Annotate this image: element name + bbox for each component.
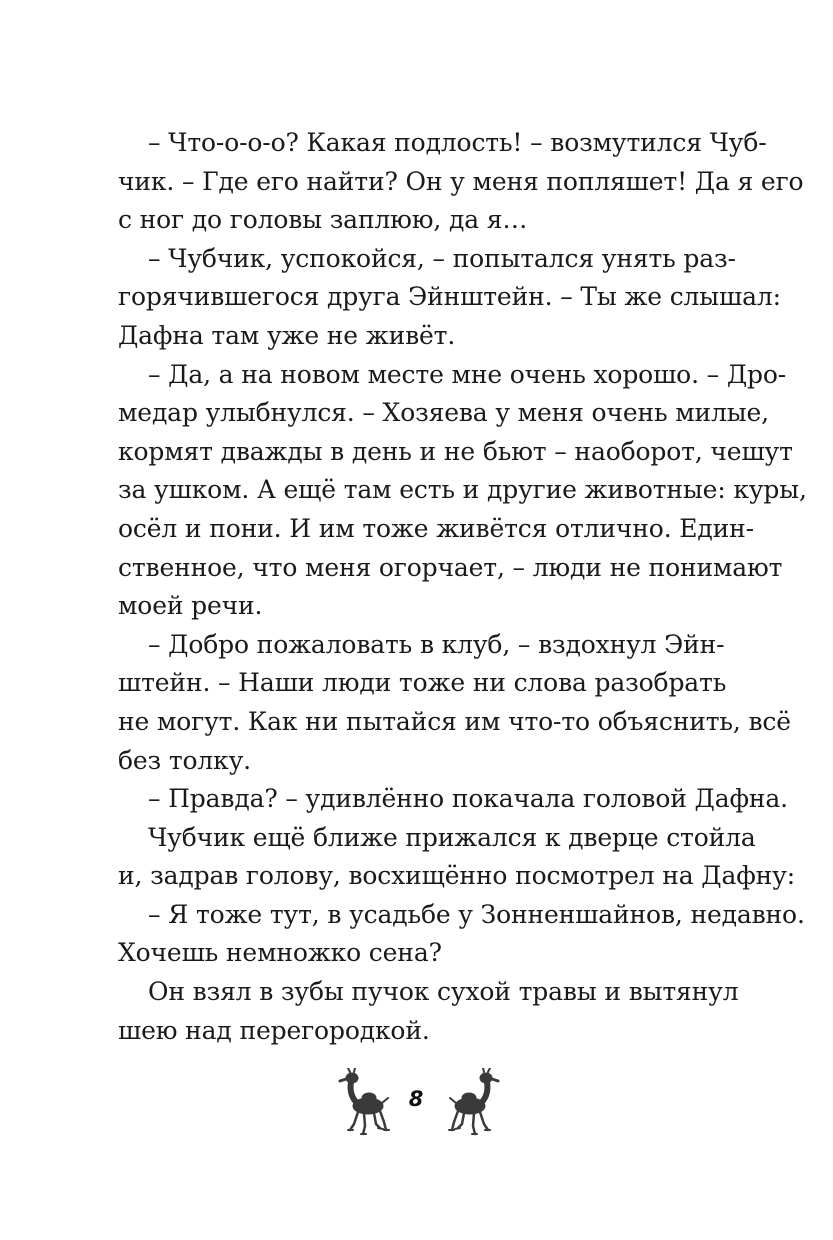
text-line: – Я тоже тут, в усадьбе у Зонненшайнов, недавно. bbox=[148, 899, 805, 929]
text-line: шею над перегородкой. bbox=[118, 1015, 430, 1045]
text-line: – Что-о-о-о? Какая подлость! – возмутился Чуб- bbox=[148, 128, 767, 157]
page-number: 8 bbox=[408, 1087, 424, 1111]
text-line: осёл и пони. И им тоже живётся отлично. Един- bbox=[118, 513, 754, 543]
text-line: штейн. – Наши люди тоже ни слова разобрать bbox=[118, 668, 727, 698]
text-line: медар улыбнулся. – Хозяева у меня очень милые, bbox=[118, 398, 769, 428]
text-line: горячившегося друга Эйнштейн. – Ты же слышал: bbox=[118, 282, 781, 312]
text-line: – Чубчик, успокойся, – попытался унять раз- bbox=[148, 243, 736, 273]
text-line: – Добро пожаловать в клуб, – вздохнул Эйн- bbox=[148, 629, 725, 659]
camel-icon bbox=[442, 1068, 502, 1138]
text-line: и, задрав голову, восхищённо посмотрел на Дафну: bbox=[118, 861, 796, 891]
page-body bbox=[118, 124, 807, 1050]
text-line: чик. – Где его найти? Он у меня попляшет! Да я его bbox=[118, 166, 804, 196]
text-line: Чубчик ещё ближе прижался к дверце стойла bbox=[148, 822, 756, 852]
camel-icon bbox=[336, 1068, 396, 1138]
page-footer bbox=[0, 1068, 833, 1138]
text-line: кормят дважды в день и не бьют – наоборот, чешут bbox=[118, 436, 793, 466]
text-line: Он взял в зубы пучок сухой травы и вытянул bbox=[148, 977, 739, 1007]
text-line: Хочешь немножко сена? bbox=[118, 938, 442, 968]
text-line: за ушком. А ещё там есть и другие животные: куры, bbox=[118, 475, 807, 505]
text-line: моей речи. bbox=[118, 591, 263, 621]
text-line: – Да, а на новом месте мне очень хорошо. – Дро- bbox=[148, 359, 787, 389]
text-line: не могут. Как ни пытайся им что-то объяснить, всё bbox=[118, 706, 791, 736]
text-line: с ног до головы заплюю, да я… bbox=[118, 205, 528, 235]
text-line: Дафна там уже не живёт. bbox=[118, 320, 456, 350]
text-line: ственное, что меня огорчает, – люди не понимают bbox=[118, 552, 783, 582]
text-line: без толку. bbox=[118, 745, 251, 775]
text-line: – Правда? – удивлённо покачала головой Дафна. bbox=[148, 784, 788, 814]
